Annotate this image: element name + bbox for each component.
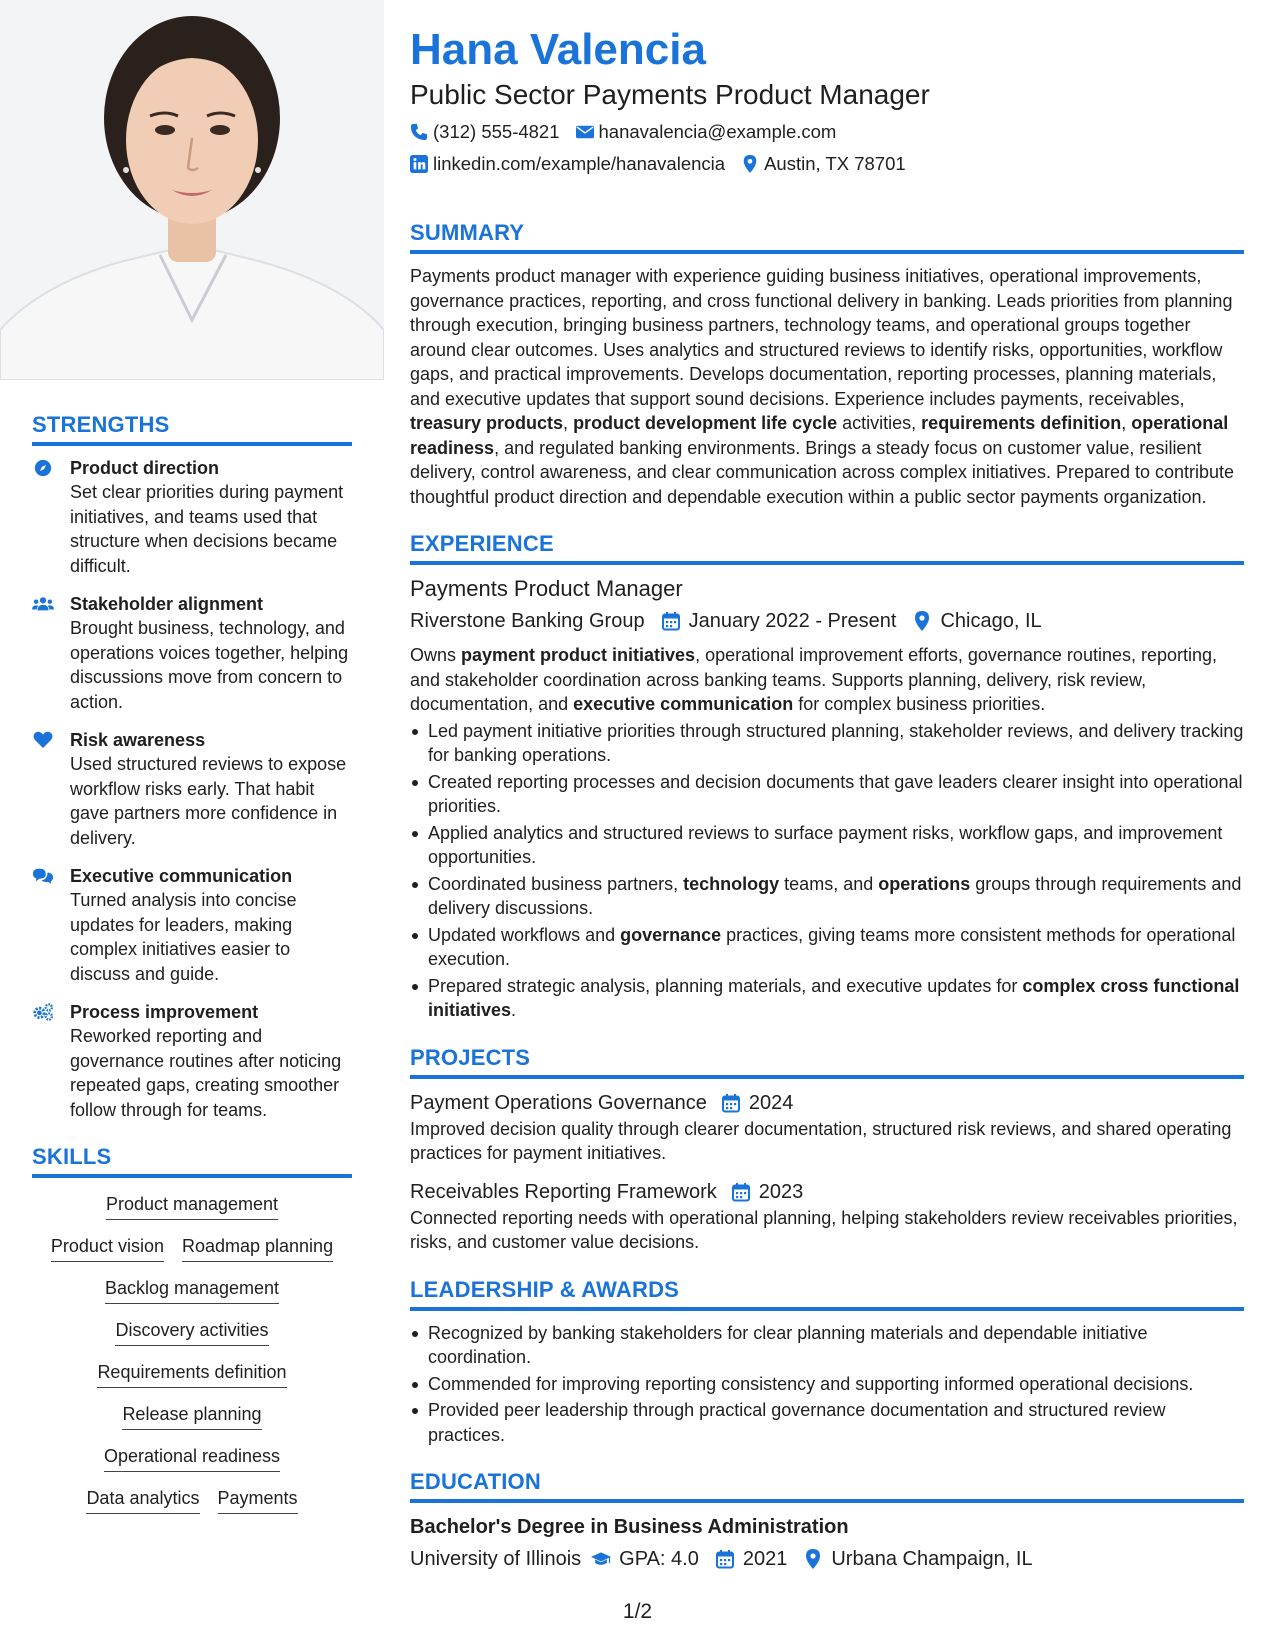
skill-tag: Data analytics [86,1486,199,1514]
leadership-section [410,1277,1244,1448]
candidate-name: Hana Valencia [410,25,706,74]
strength-text: Reworked reporting and governance routines after noticing repeated gaps, creating smoother follow through for teams. [70,1026,342,1120]
job-title: Payments Product Manager [410,576,683,601]
candidate-role: Public Sector Payments Product Manager [410,79,930,110]
leadership-title: LEADERSHIP & AWARDS [410,1277,1244,1311]
project-header [410,1089,1244,1117]
skills-list [32,1188,352,1514]
education-location: Urbana Champaign, IL [803,1545,1032,1573]
profile-photo [0,0,384,380]
envelope-icon [576,123,594,141]
project-name: Payment Operations Governance [410,1091,707,1114]
contact-row [410,120,1244,144]
summary-text: Payments product manager with experience guiding business initiatives, operational improvements, governance practices, reporting, and cross functional delivery in banking. Leads priorities from planning through execution, bringing business partners, technology teams, and operational groups together around clear outcomes. Uses analytics and structured reviews to identify risks, opportunities, workflow gaps, and practical improvements. Develops documentation, reporting processes, planning materials, and executive updates that support sound decisions. Experience includes payments, receivables, treasury products, product development life cycle activities, requirements definition, operational readiness, and regulated banking environments. Brings a steady focus on customer value, resilient delivery, control awareness, and clear communication across complex initiatives. Prepared to contribute thoughtful product direction and dependable execution within a public sector payments organization. [410,266,1235,507]
email-text: hanavalencia@example.com [598,121,837,142]
skill-tag: Payments [218,1486,298,1514]
linkedin-text: linkedin.com/example/hanavalencia [433,153,726,174]
map-pin-icon [803,1549,823,1569]
project-text: Connected reporting needs with operational planning, helping stakeholders review receivables priorities, risks, and customer value decisions. [410,1207,1238,1252]
location-contact [741,152,906,176]
strength-text: Turned analysis into concise updates for leaders, making complex initiatives easier to discuss and guide. [70,890,297,984]
leadership-bullets [410,1321,1244,1448]
list-item: Commended for improving reporting consistency and supporting informed operational decisions. [410,1372,1244,1397]
skill-tag: Release planning [122,1402,261,1430]
graduation-cap-icon [591,1549,611,1569]
list-item: Applied analytics and structured reviews to surface payment risks, workflow gaps, and improvement opportunities. [410,821,1244,870]
strength-item [32,864,352,986]
project-year: 2023 [758,1180,804,1203]
education-year: 2021 [715,1545,788,1573]
job-meta [410,607,1244,635]
strength-item [32,1000,352,1122]
skills-title: SKILLS [32,1144,352,1178]
strength-title: Stakeholder alignment [70,594,264,614]
strength-text: Set clear priorities during payment initiatives, and teams used that structure when decisions became difficult. [70,482,344,576]
page-number: 1/2 [622,1600,653,1623]
phone-icon [410,123,428,141]
education-title: EDUCATION [410,1469,1244,1503]
project-header [410,1178,1244,1206]
job-intro: Owns payment product initiatives, operational improvement efforts, governance routines, reporting, and stakeholder coordination across banking teams. Supports planning, delivery, risk review, documentation, and executive communication for complex business priorities. [410,645,1218,714]
list-item: Created reporting processes and decision documents that gave leaders clearer insight into operational priorities. [410,770,1244,819]
map-pin-icon [741,155,759,173]
list-item: Prepared strategic analysis, planning materials, and executive updates for complex cross functional initiatives. [410,974,1244,1023]
sidebar-content [32,412,352,1528]
list-item: Provided peer leadership through practical governance documentation and structured review practices. [410,1398,1244,1447]
education-section [410,1469,1244,1573]
linkedin-contact[interactable] [410,152,725,176]
list-item: Updated workflows and governance practices, giving teams more consistent methods for operational execution. [410,923,1244,972]
strength-title: Executive communication [70,866,293,886]
comments-icon [32,864,70,986]
location-text: Austin, TX 78701 [764,153,906,174]
compass-icon [32,456,70,578]
summary-section [410,220,1244,509]
experience-section [410,531,1244,1023]
sidebar [0,0,384,1650]
contact-row [410,152,1244,176]
list-item: Coordinated business partners, technology teams, and operations groups through requirements and delivery discussions. [410,872,1244,921]
skill-tag: Roadmap planning [182,1234,333,1262]
strength-title: Process improvement [70,1002,259,1022]
school-name: University of Illinois GPA: 4.0 [410,1548,699,1570]
users-icon [32,592,70,714]
job-dates: January 2022 - Present [661,607,897,635]
strength-item [32,456,352,578]
skill-tag: Requirements definition [97,1360,286,1388]
calendar-icon [715,1549,735,1569]
calendar-icon [731,1182,751,1202]
summary-title: SUMMARY [410,220,1244,254]
experience-title: EXPERIENCE [410,531,1244,565]
job-location: Chicago, IL [912,607,1041,635]
strength-title: Risk awareness [70,730,206,750]
list-item: Led payment initiative priorities through structured planning, stakeholder reviews, and delivery tracking for banking operations. [410,719,1244,768]
strength-item [32,592,352,714]
project-year: 2024 [748,1091,794,1114]
skill-tag: Backlog management [105,1276,279,1304]
projects-section [410,1045,1244,1255]
email-contact[interactable] [576,120,837,144]
education-meta [410,1545,1244,1573]
gears-icon [32,1000,70,1122]
main-column [410,24,1244,1581]
calendar-icon [721,1093,741,1113]
company-name: Riverstone Banking Group [410,610,645,632]
strength-text: Brought business, technology, and operations voices together, helping discussions move from concern to action. [70,618,349,712]
skill-tag: Product vision [51,1234,164,1262]
skill-tag: Product management [106,1192,278,1220]
strength-title: Product direction [70,458,220,478]
strength-item [32,728,352,850]
degree-name: Bachelor's Degree in Business Administration [410,1516,849,1538]
phone-contact[interactable] [410,120,560,144]
project-name: Receivables Reporting Framework [410,1180,717,1203]
project-text: Improved decision quality through clearer documentation, structured risk reviews, and shared operating practices for payment initiatives. [410,1118,1232,1163]
phone-text: (312) 555-4821 [433,121,560,142]
job-bullets [410,719,1244,1023]
calendar-icon [661,611,681,631]
strength-text: Used structured reviews to expose workflow risks early. That habit gave partners more confidence in delivery. [70,754,347,848]
projects-title: PROJECTS [410,1045,1244,1079]
heart-icon [32,728,70,850]
map-pin-icon [912,611,932,631]
strengths-title: STRENGTHS [32,412,352,446]
skill-tag: Discovery activities [115,1318,268,1346]
linkedin-icon [410,155,428,173]
skill-tag: Operational readiness [104,1444,280,1472]
list-item: Recognized by banking stakeholders for clear planning materials and dependable initiative coordination. [410,1321,1244,1370]
